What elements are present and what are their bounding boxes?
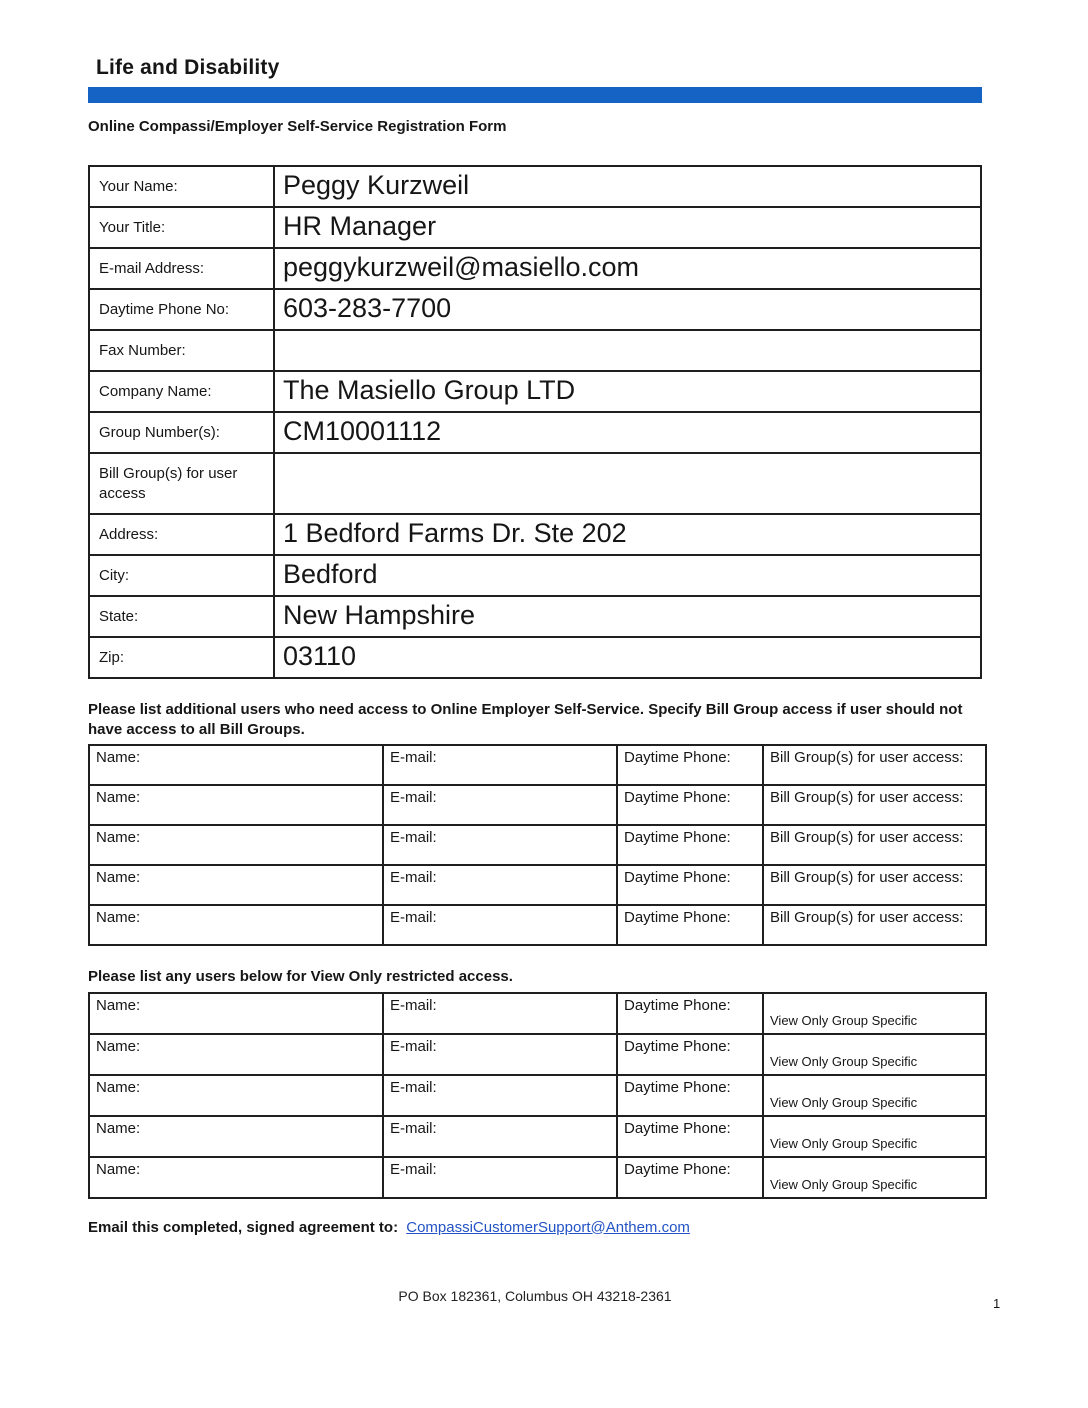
table-row xyxy=(89,555,981,596)
registration-table xyxy=(88,165,982,679)
view-only-row xyxy=(89,993,986,1034)
bill-group-label: Bill Group(s) for user access: xyxy=(763,905,986,945)
phone-label: Daytime Phone: xyxy=(617,1034,763,1075)
table-row xyxy=(89,166,981,207)
field-label: Company Name: xyxy=(89,371,274,412)
bill-group-label: Bill Group(s) for user access: xyxy=(763,865,986,905)
field-label: City: xyxy=(89,555,274,596)
phone-label: Daytime Phone: xyxy=(617,1116,763,1157)
field-value: Bedford xyxy=(274,555,981,596)
additional-users-intro: Please list additional users who need access to Online Employer Self-Service. Specify Bill Group access if user should not have access to all Bill Groups. xyxy=(88,701,963,738)
field-value: 1 Bedford Farms Dr. Ste 202 xyxy=(274,514,981,555)
accent-bar xyxy=(88,87,982,103)
field-label: Your Title: xyxy=(89,207,274,248)
view-only-row xyxy=(89,1034,986,1075)
view-only-group-label: View Only Group Specific xyxy=(770,1012,918,1028)
view-only-group-label: View Only Group Specific xyxy=(770,1135,918,1151)
view-only-row xyxy=(89,1075,986,1116)
field-value: peggykurzweil@masiello.com xyxy=(274,248,981,289)
additional-user-row xyxy=(89,825,986,865)
phone-label: Daytime Phone: xyxy=(617,825,763,865)
email-label: E-mail: xyxy=(383,905,617,945)
email-label: E-mail: xyxy=(383,825,617,865)
page-number: 1 xyxy=(993,1296,1001,1311)
additional-user-row xyxy=(89,745,986,785)
name-label: Name: xyxy=(89,785,383,825)
name-label: Name: xyxy=(89,905,383,945)
email-label: E-mail: xyxy=(383,865,617,905)
additional-user-row xyxy=(89,865,986,905)
page-title: Life and Disability xyxy=(96,56,280,79)
view-only-group-label: View Only Group Specific xyxy=(770,1176,918,1192)
field-label: Address: xyxy=(89,514,274,555)
view-only-group-label: View Only Group Specific xyxy=(770,1053,918,1069)
view-only-group-cell xyxy=(763,1157,986,1198)
email-label: E-mail: xyxy=(383,785,617,825)
view-only-intro: Please list any users below for View Only restricted access. xyxy=(88,968,513,985)
email-instruction-text: Email this completed, signed agreement to: xyxy=(88,1218,399,1236)
name-label: Name: xyxy=(89,865,383,905)
name-label: Name: xyxy=(89,993,383,1034)
view-only-group-cell xyxy=(763,1075,986,1116)
additional-user-row xyxy=(89,905,986,945)
field-value: The Masiello Group LTD xyxy=(274,371,981,412)
view-only-table xyxy=(88,992,987,1199)
field-label: Fax Number: xyxy=(89,330,274,371)
view-only-group-cell xyxy=(763,993,986,1034)
email-label: E-mail: xyxy=(383,1116,617,1157)
view-only-group-label: View Only Group Specific xyxy=(770,1094,918,1110)
table-row xyxy=(89,412,981,453)
name-label: Name: xyxy=(89,745,383,785)
field-label: Group Number(s): xyxy=(89,412,274,453)
field-value: New Hampshire xyxy=(274,596,981,637)
name-label: Name: xyxy=(89,825,383,865)
name-label: Name: xyxy=(89,1157,383,1198)
field-value: CM10001112 xyxy=(274,412,981,453)
phone-label: Daytime Phone: xyxy=(617,1157,763,1198)
phone-label: Daytime Phone: xyxy=(617,1075,763,1116)
additional-user-row xyxy=(89,785,986,825)
email-label: E-mail: xyxy=(383,1075,617,1116)
field-value xyxy=(274,453,981,514)
view-only-row xyxy=(89,1157,986,1198)
support-email-link[interactable]: CompassiCustomerSupport@Anthem.com xyxy=(406,1218,690,1236)
table-row xyxy=(89,371,981,412)
phone-label: Daytime Phone: xyxy=(617,905,763,945)
name-label: Name: xyxy=(89,1075,383,1116)
table-row xyxy=(89,330,981,371)
field-label: Bill Group(s) for user access xyxy=(89,453,274,514)
name-label: Name: xyxy=(89,1116,383,1157)
field-value: 03110 xyxy=(274,637,981,678)
phone-label: Daytime Phone: xyxy=(617,785,763,825)
email-instruction xyxy=(88,1219,1088,1236)
email-label: E-mail: xyxy=(383,1157,617,1198)
field-value: 603-283-7700 xyxy=(274,289,981,330)
phone-label: Daytime Phone: xyxy=(617,865,763,905)
table-row xyxy=(89,207,981,248)
field-value xyxy=(274,330,981,371)
phone-label: Daytime Phone: xyxy=(617,993,763,1034)
name-label: Name: xyxy=(89,1034,383,1075)
field-value: Peggy Kurzweil xyxy=(274,166,981,207)
field-label: Daytime Phone No: xyxy=(89,289,274,330)
phone-label: Daytime Phone: xyxy=(617,745,763,785)
email-label: E-mail: xyxy=(383,1034,617,1075)
table-row xyxy=(89,596,981,637)
table-row xyxy=(89,637,981,678)
email-label: E-mail: xyxy=(383,745,617,785)
field-label: State: xyxy=(89,596,274,637)
table-row xyxy=(89,514,981,555)
table-row xyxy=(89,453,981,514)
view-only-row xyxy=(89,1116,986,1157)
bill-group-label: Bill Group(s) for user access: xyxy=(763,785,986,825)
field-label: Your Name: xyxy=(89,166,274,207)
additional-users-table xyxy=(88,744,987,946)
form-title: Online Compassi/Employer Self-Service Registration Form xyxy=(88,118,507,135)
po-box-address: PO Box 182361, Columbus OH 43218-2361 xyxy=(398,1287,672,1304)
table-row xyxy=(89,289,981,330)
bill-group-label: Bill Group(s) for user access: xyxy=(763,745,986,785)
field-label: Zip: xyxy=(89,637,274,678)
table-row xyxy=(89,248,981,289)
bill-group-label: Bill Group(s) for user access: xyxy=(763,825,986,865)
field-label: E-mail Address: xyxy=(89,248,274,289)
email-label: E-mail: xyxy=(383,993,617,1034)
view-only-group-cell xyxy=(763,1034,986,1075)
field-value: HR Manager xyxy=(274,207,981,248)
view-only-group-cell xyxy=(763,1116,986,1157)
